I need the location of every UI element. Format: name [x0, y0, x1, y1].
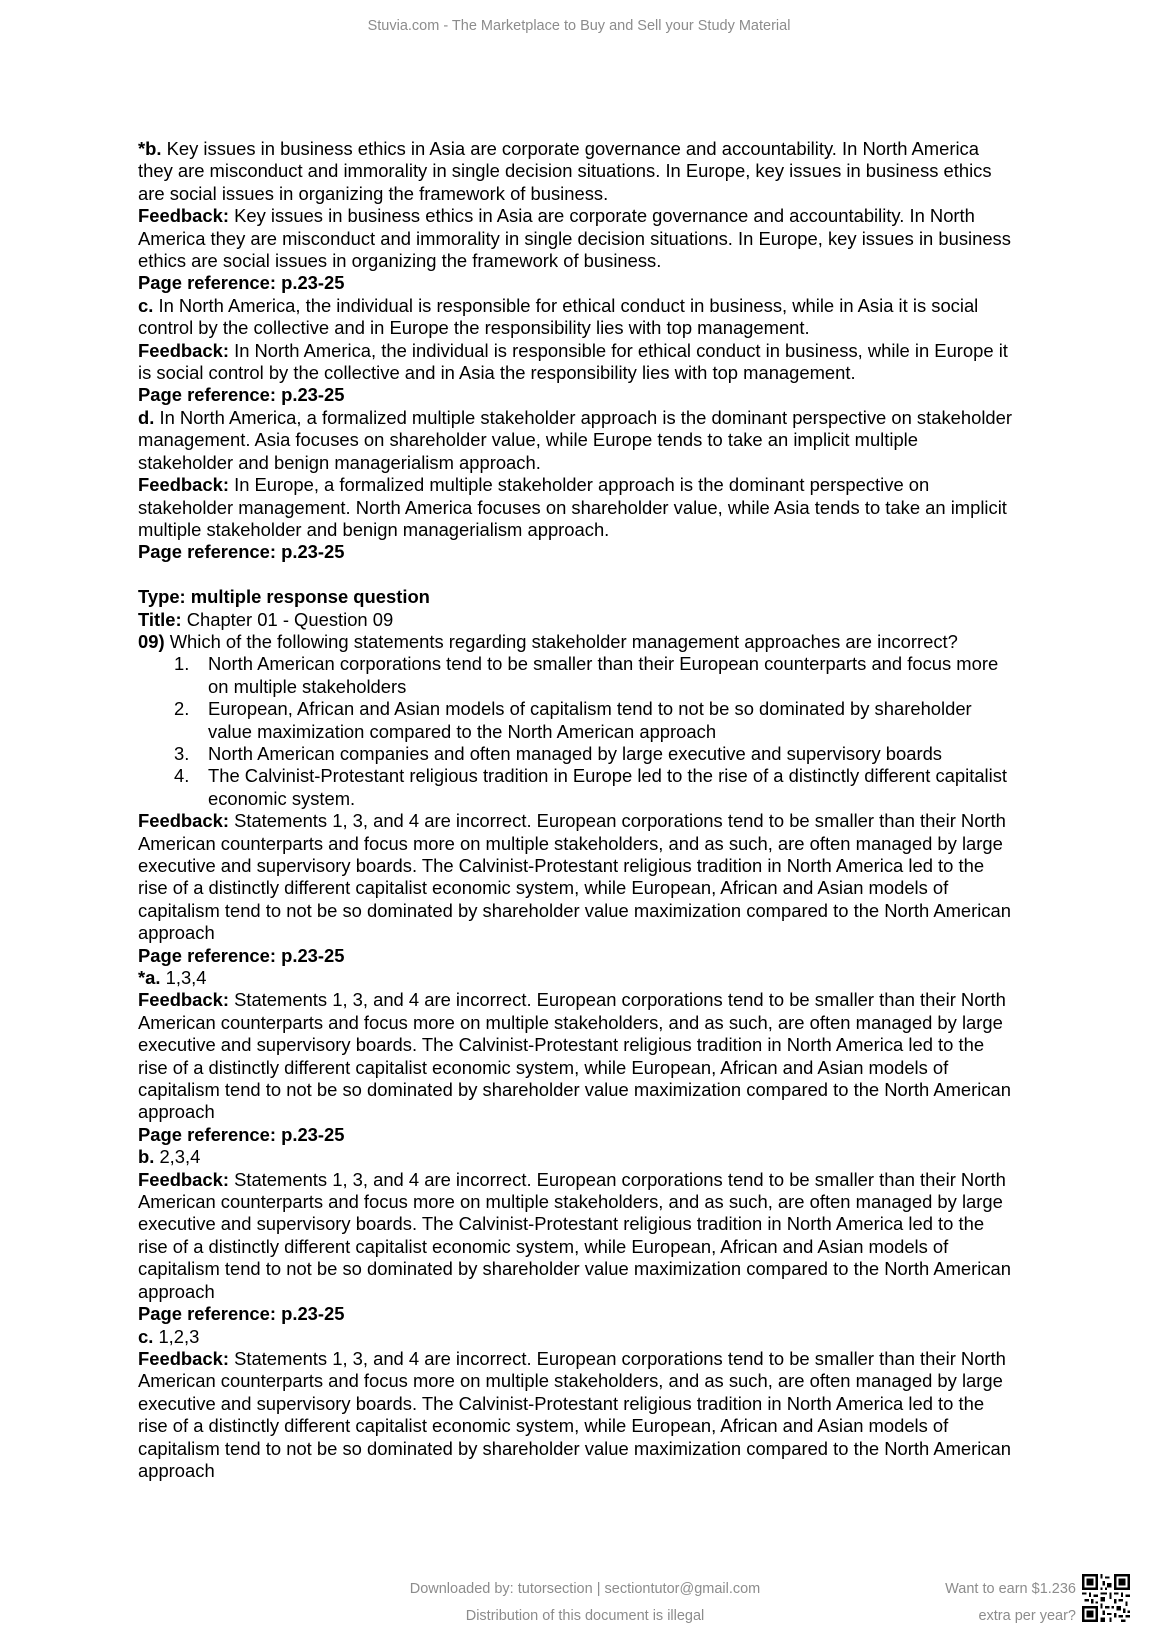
feedback-text: Statements 1, 3, and 4 are incorrect. European corporations tend to be smaller than their North American counterparts and focus more on multiple stakeholders, and as such, are often managed by large executive and supervisory boards. The Calvinist-Protestant religious tradition in North America led to the rise of a distinctly different capitalist economic system, while European, African and Asian models of capitalism tend to not be so dominated by shareholder value maximization compared to the North American approach: [138, 1168, 1011, 1302]
statement-number: 1.: [174, 653, 190, 675]
option-text: In North America, the individual is responsible for ethical conduct in business, while in Asia it is social control by the collective and in Europe the responsibility lies with top management.: [138, 294, 979, 339]
page-reference: [138, 272, 1018, 294]
statement-text: The Calvinist-Protestant religious tradition in Europe led to the rise of a distinctly different capitalist economic system.: [208, 765, 1008, 809]
option-text: In North America, a formalized multiple stakeholder approach is the dominant perspective on stakeholder management. Asia focuses on shareholder value, while Europe tends to take an implicit multiple stakeholder and benign managerialism approach.: [138, 406, 1013, 473]
page-reference-text: Page reference: p.23-25: [138, 1303, 345, 1325]
feedback-text: Key issues in business ethics in Asia are corporate governance and accountability. In North America they are misconduct and immorality in single decision situations. In Europe, key issues in business ethics are social issues in organizing the framework of business.: [138, 205, 1011, 272]
qr-code-icon[interactable]: [1082, 1574, 1130, 1622]
answer-label: *a.: [138, 967, 161, 989]
answer-text: 1,3,4: [160, 967, 207, 989]
feedback: [138, 989, 1018, 1123]
feedback-text: In Europe, a formalized multiple stakeholder approach is the dominant perspective on stakeholder management. North America focuses on shareholder value, while Asia tends to take an implicit multiple stakeholder and benign managerialism approach.: [138, 474, 1007, 540]
feedback: [138, 474, 1018, 541]
earn-promo[interactable]: [945, 1576, 1076, 1630]
page-reference-text: Page reference: p.23-25: [138, 272, 345, 294]
page-reference: [138, 1303, 1018, 1325]
page-reference-text: Page reference: p.23-25: [138, 1123, 345, 1145]
feedback-text: Statements 1, 3, and 4 are incorrect. European corporations tend to be smaller than their North American counterparts and focus more on multiple stakeholders, and as such, are often managed by large executive and supervisory boards. The Calvinist-Protestant religious tradition in North America led to the rise of a distinctly different capitalist economic system, while European, African and Asian models of capitalism tend to not be so dominated by shareholder value maximization compared to the North American approach: [138, 810, 1011, 944]
page-reference: [138, 384, 1018, 406]
feedback-text: In North America, the individual is responsible for ethical conduct in business, while in Europe it is social control by the collective and in Asia the responsibility lies with top management.: [138, 339, 1008, 384]
answer-c: [138, 1326, 1018, 1348]
question-stem: [138, 631, 1018, 653]
page-reference-text: Page reference: p.23-25: [138, 944, 345, 966]
feedback: [138, 1348, 1018, 1482]
statement-number: 2.: [174, 698, 190, 720]
answer-label: b.: [138, 1146, 155, 1168]
answer-text: 2,3,4: [154, 1146, 201, 1168]
statement-text: European, African and Asian models of capitalism tend to not be so dominated by shareholder value maximization compared to the North American approach: [208, 698, 972, 742]
question-number: 09): [138, 630, 165, 652]
downloaded-by: Downloaded by: tutorsection | sectiontutor@gmail.com: [409, 1581, 761, 1597]
feedback-text: Statements 1, 3, and 4 are incorrect. European corporations tend to be smaller than their North American counterparts and focus more on multiple stakeholders, and as such, are often managed by large executive and supervisory boards. The Calvinist-Protestant religious tradition in North America led to the rise of a distinctly different capitalist economic system, while European, African and Asian models of capitalism tend to not be so dominated by shareholder value maximization compared to the North American approach: [138, 989, 1011, 1123]
feedback: [138, 810, 1018, 944]
feedback-text: Statements 1, 3, and 4 are incorrect. European corporations tend to be smaller than their North American counterparts and focus more on multiple stakeholders, and as such, are often managed by large executive and supervisory boards. The Calvinist-Protestant religious tradition in North America led to the rise of a distinctly different capitalist economic system, while European, African and Asian models of capitalism tend to not be so dominated by shareholder value maximization compared to the North American approach: [138, 1347, 1011, 1481]
statement-number: 4.: [174, 765, 190, 787]
option-label: d.: [138, 406, 155, 428]
spacer: [138, 564, 1018, 586]
earn-line-2[interactable]: extra per year?: [978, 1608, 1076, 1624]
question-type: [138, 586, 1018, 608]
distribution-notice: Distribution of this document is illegal: [465, 1608, 705, 1624]
statement-item: [138, 765, 1018, 810]
feedback: [138, 205, 1018, 272]
statement-item: [138, 653, 1018, 698]
footer-download-info: [350, 1576, 820, 1630]
page-reference: [138, 541, 1018, 563]
option-b: [138, 138, 1018, 205]
feedback-label: Feedback:: [138, 474, 229, 496]
answer-label: c.: [138, 1325, 154, 1347]
feedback: [138, 340, 1018, 385]
option-label: c.: [138, 294, 154, 316]
feedback: [138, 1169, 1018, 1303]
statement-item: [138, 743, 1018, 765]
statement-text: North American corporations tend to be smaller than their European counterparts and focus more on multiple stakeholders: [208, 653, 999, 697]
feedback-label: Feedback:: [138, 989, 229, 1011]
page-reference: [138, 1124, 1018, 1146]
earn-line-1[interactable]: Want to earn $1.236: [945, 1581, 1076, 1597]
statement-list: [138, 653, 1018, 810]
feedback-label: Feedback:: [138, 1168, 229, 1190]
page-header: Stuvia.com - The Marketplace to Buy and Sell your Study Material: [367, 18, 791, 34]
statement-text: North American companies and often managed by large executive and supervisory boards: [208, 742, 942, 764]
option-d: [138, 407, 1018, 474]
page-reference: [138, 945, 1018, 967]
feedback-label: Feedback:: [138, 339, 229, 361]
option-label: *b.: [138, 138, 162, 159]
answer-text: 1,2,3: [153, 1325, 200, 1347]
option-text: Key issues in business ethics in Asia are corporate governance and accountability. In North America they are misconduct and immorality in single decision situations. In Europe, key issues in business ethics are social issues in organizing the framework of business.: [138, 138, 992, 204]
feedback-label: Feedback:: [138, 810, 229, 832]
answer-a: [138, 967, 1018, 989]
option-c: [138, 295, 1018, 340]
document-body: [138, 138, 1018, 1482]
title-label: Title:: [138, 608, 182, 630]
statement-number: 3.: [174, 742, 190, 764]
question-type-text: Type: multiple response question: [138, 586, 430, 608]
title-text: Chapter 01 - Question 09: [181, 608, 394, 630]
answer-b: [138, 1146, 1018, 1168]
question-title: [138, 609, 1018, 631]
question-text: Which of the following statements regarding stakeholder management approaches are incorrect?: [164, 630, 958, 652]
statement-item: [138, 698, 1018, 743]
page-reference-text: Page reference: p.23-25: [138, 541, 345, 563]
feedback-label: Feedback:: [138, 205, 229, 227]
feedback-label: Feedback:: [138, 1347, 229, 1369]
page-reference-text: Page reference: p.23-25: [138, 384, 345, 406]
